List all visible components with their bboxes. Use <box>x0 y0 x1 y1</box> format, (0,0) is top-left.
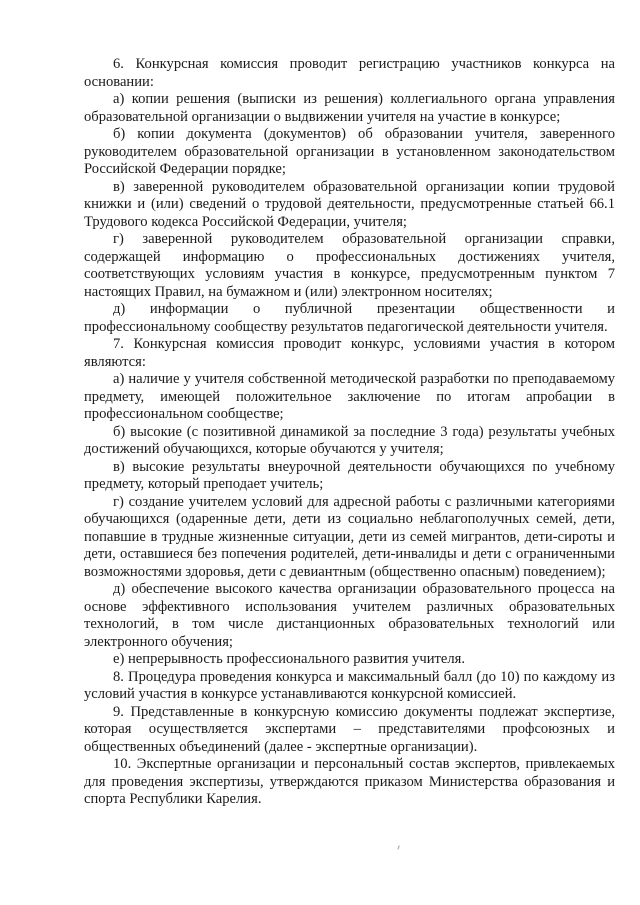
paragraph-8-procedure: 8. Процедура проведения конкурса и максимальный балл (до 10) по каждому из условий участия в конкурсе устанавливаются конкурсной комиссией. <box>84 668 615 702</box>
paragraph-7a: а) наличие у учителя собственной методической разработки по преподаваемому предмету, имеющей положительное заключение по итогам апробации в профессиональном сообществе; <box>84 371 615 422</box>
paragraph-6g: г) заверенной руководителем образовательной организации справки, содержащей информацию о профессиональных достижениях учителя, соответствующих условиям участия в конкурсе, предусмотренным пунктом 7 настоящих Правил, на бумажном и (или) электронном носителях; <box>84 231 615 300</box>
scan-mark <box>397 845 402 850</box>
paragraph-7d: д) обеспечение высокого качества организации образовательного процесса на основе эффективного использования учителем различных образовательных технологий, в том числе дистанционных образовательных технологий или электронного обучения; <box>84 581 615 650</box>
paragraph-10-experts: 10. Экспертные организации и персональный состав экспертов, привлекаемых для проведения экспертизы, утверждаются приказом Министерства образования и спорта Республики Карелия. <box>84 756 615 807</box>
paragraph-7g: г) создание учителем условий для адресной работы с различными категориями обучающихся (одаренные дети, дети из социально неблагополучных семей, дети, попавшие в трудные жизненные ситуации, дети из семей мигрантов, дети-сироты и дети, оставшиеся без попечения родителей, дети-инвалиды и дети с ограниченными возможностями здоровья, дети с девиантным (общественно опасным) поведением); <box>84 493 615 580</box>
paragraph-7b: б) высокие (с позитивной динамикой за последние 3 года) результаты учебных достижений обучающихся, которые обучаются у учителя; <box>84 423 615 457</box>
document-page <box>84 56 615 809</box>
paragraph-6d: д) информации о публичной презентации общественности и профессиональному сообществу результатов педагогической деятельности учителя. <box>84 301 615 335</box>
paragraph-6-registration: 6. Конкурсная комиссия проводит регистрацию участников конкурса на основании: <box>84 56 615 90</box>
paragraph-6a: а) копии решения (выписки из решения) коллегиального органа управления образовательной организации о выдвижении учителя на участие в конкурсе; <box>84 91 615 125</box>
paragraph-7e: е) непрерывность профессионального развития учителя. <box>113 651 466 667</box>
paragraph-7-conditions: 7. Конкурсная комиссия проводит конкурс, условиями участия в котором являются: <box>84 336 615 370</box>
paragraph-6v: в) заверенной руководителем образовательной организации копии трудовой книжки и (или) сведений о трудовой деятельности, предусмотренные статьей 66.1 Трудового кодекса Российской Федерации, учителя; <box>84 178 615 230</box>
paragraph-9-expertise: 9. Представленные в конкурсную комиссию документы подлежат экспертизе, которая осуществляется экспертами – представителями профсоюзных и общественных объединений (далее - экспертные организации). <box>84 703 615 755</box>
paragraph-6b: б) копии документа (документов) об образовании учителя, заверенного руководителем образовательной организации в установленном законодательством Российской Федерации порядке; <box>84 126 615 177</box>
paragraph-7v: в) высокие результаты внеурочной деятельности обучающихся по учебному предмету, который преподает учитель; <box>84 458 615 492</box>
